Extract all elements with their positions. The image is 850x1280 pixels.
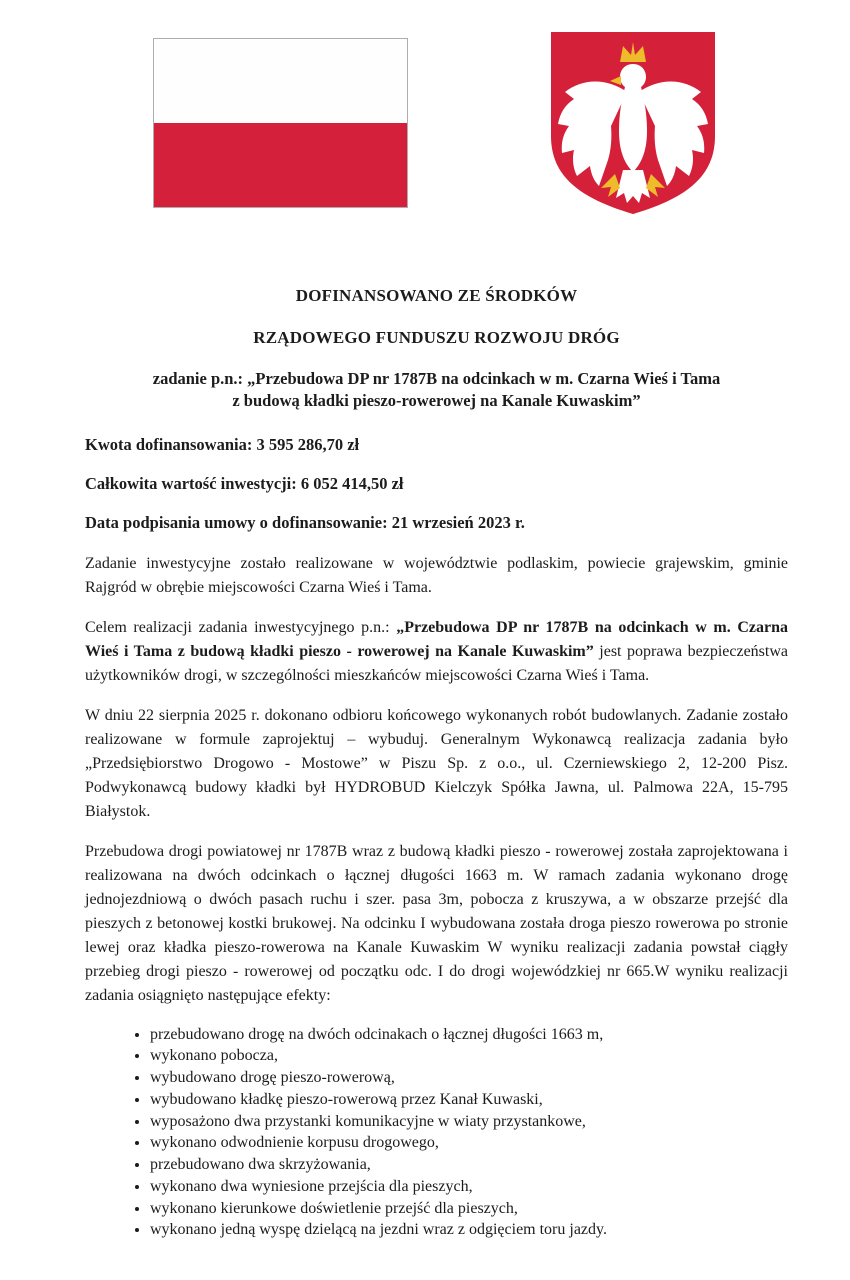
heading-funding-source: DOFINANSOWANO ZE ŚRODKÓW: [295, 286, 578, 305]
list-item: • wybudowano kładkę pieszo-rowerową przez Kanał Kuwaski,: [150, 1089, 788, 1111]
list-item: • wykonano jedną wyspę dzielącą na jezdni wraz z odgięciem toru jazdy.: [150, 1219, 788, 1241]
paragraph-goal-outro: jest poprawa bezpieczeństwa użytkowników drogi, w szczególności mieszkańców miejscowości Czarna Wieś i Tama.: [85, 642, 789, 684]
heading-fund-name: RZĄDOWEGO FUNDUSZU ROZWOJU DRÓG: [253, 328, 620, 347]
poland-flag-icon: [153, 38, 408, 208]
list-item: • wykonano pobocza,: [150, 1045, 788, 1067]
task-title-line-1: zadanie p.n.: „Przebudowa DP nr 1787B na odcinkach w m. Czarna Wieś i Tama: [152, 369, 721, 388]
paragraph-completion-contractors: W dniu 22 sierpnia 2025 r. dokonano odbioru końcowego wykonanych robót budowlanych. Zadanie zostało realizowane w formule zaprojektuj – wybuduj. Generalnym Wykonawcą realizacja zadania było „Przedsiębiorstwo Drogowo - Mostowe” w Piszu Sp. z o.o., ul. Czerniewskiego 2, 12-200 Pisz. Podwykonawcą budowy kładki był HYDROBUD Kielczyk Spółka Jawna, ul. Palmowa 22A, 15-795 Białystok.: [85, 706, 788, 820]
task-title: [85, 368, 788, 413]
task-title-line-2: z budową kładki pieszo-rowerowej na Kanale Kuwaskim”: [232, 391, 641, 411]
header-graphics: [0, 0, 850, 216]
fact-agreement-signing-date: Data podpisania umowy o dofinansowanie: 21 wrzesień 2023 r.: [85, 512, 525, 532]
paragraph-goal: [85, 616, 788, 688]
list-item: • przebudowano dwa skrzyżowania,: [150, 1154, 788, 1176]
list-item: • wykonano kierunkowe doświetlenie przejść dla pieszych,: [150, 1198, 788, 1220]
list-item: • wykonano odwodnienie korpusu drogowego,: [150, 1132, 788, 1154]
poland-coat-of-arms-icon: [543, 28, 723, 218]
paragraph-scope-description: Przebudowa drogi powiatowej nr 1787B wraz z budową kładki pieszo - rowerowej została zaprojektowana i realizowana na dwóch odcinkach o łącznej długości 1663 m. W ramach zadania wykonano drogę jednojezdniową o dwóch pasach ruchu i szer. pasa 3m, pobocza z kruszywa, a w obszarze przejść dla pieszych z betonowej kostki brukowej. Na odcinku I wybudowana została droga pieszo rowerowa po stronie lewej oraz kładka pieszo-rowerowa na Kanale Kuwaskim W wyniku realizacji zadania powstał ciągły przebieg drogi pieszo - rowerowej od początku odc. I do drogi wojewódzkiej nr 665.W wyniku realizacji zadania osiągnięto następujące efekty:: [85, 842, 788, 1004]
paragraph-goal-project-name: „Przebudowa DP nr 1787B na odcinkach w m. Czarna Wieś i Tama z budową kładki pieszo - rowerowej na Kanale Kuwaskim”: [85, 618, 788, 660]
fact-funding-amount: Kwota dofinansowania: 3 595 286,70 zł: [85, 434, 360, 454]
paragraph-goal-intro: Celem realizacji zadania inwestycyjnego p.n.:: [85, 618, 397, 636]
flag-white-stripe: [154, 39, 407, 123]
list-item: • wybudowano drogę pieszo-rowerową,: [150, 1067, 788, 1089]
list-item: • wyposażono dwa przystanki komunikacyjne w wiaty przystankowe,: [150, 1111, 788, 1133]
list-item: • wykonano dwa wyniesione przejścia dla pieszych,: [150, 1176, 788, 1198]
effects-list: [85, 1024, 788, 1242]
document-body: [85, 286, 788, 1241]
fact-total-investment-value: Całkowita wartość inwestycji: 6 052 414,50 zł: [85, 473, 404, 493]
paragraph-location: Zadanie inwestycyjne zostało realizowane w województwie podlaskim, powiecie grajewskim, gminie Rajgród w obrębie miejscowości Czarna Wieś i Tama.: [85, 554, 788, 596]
flag-red-stripe: [154, 123, 407, 207]
list-item: • przebudowano drogę na dwóch odcinakach o łącznej długości 1663 m,: [150, 1024, 788, 1046]
